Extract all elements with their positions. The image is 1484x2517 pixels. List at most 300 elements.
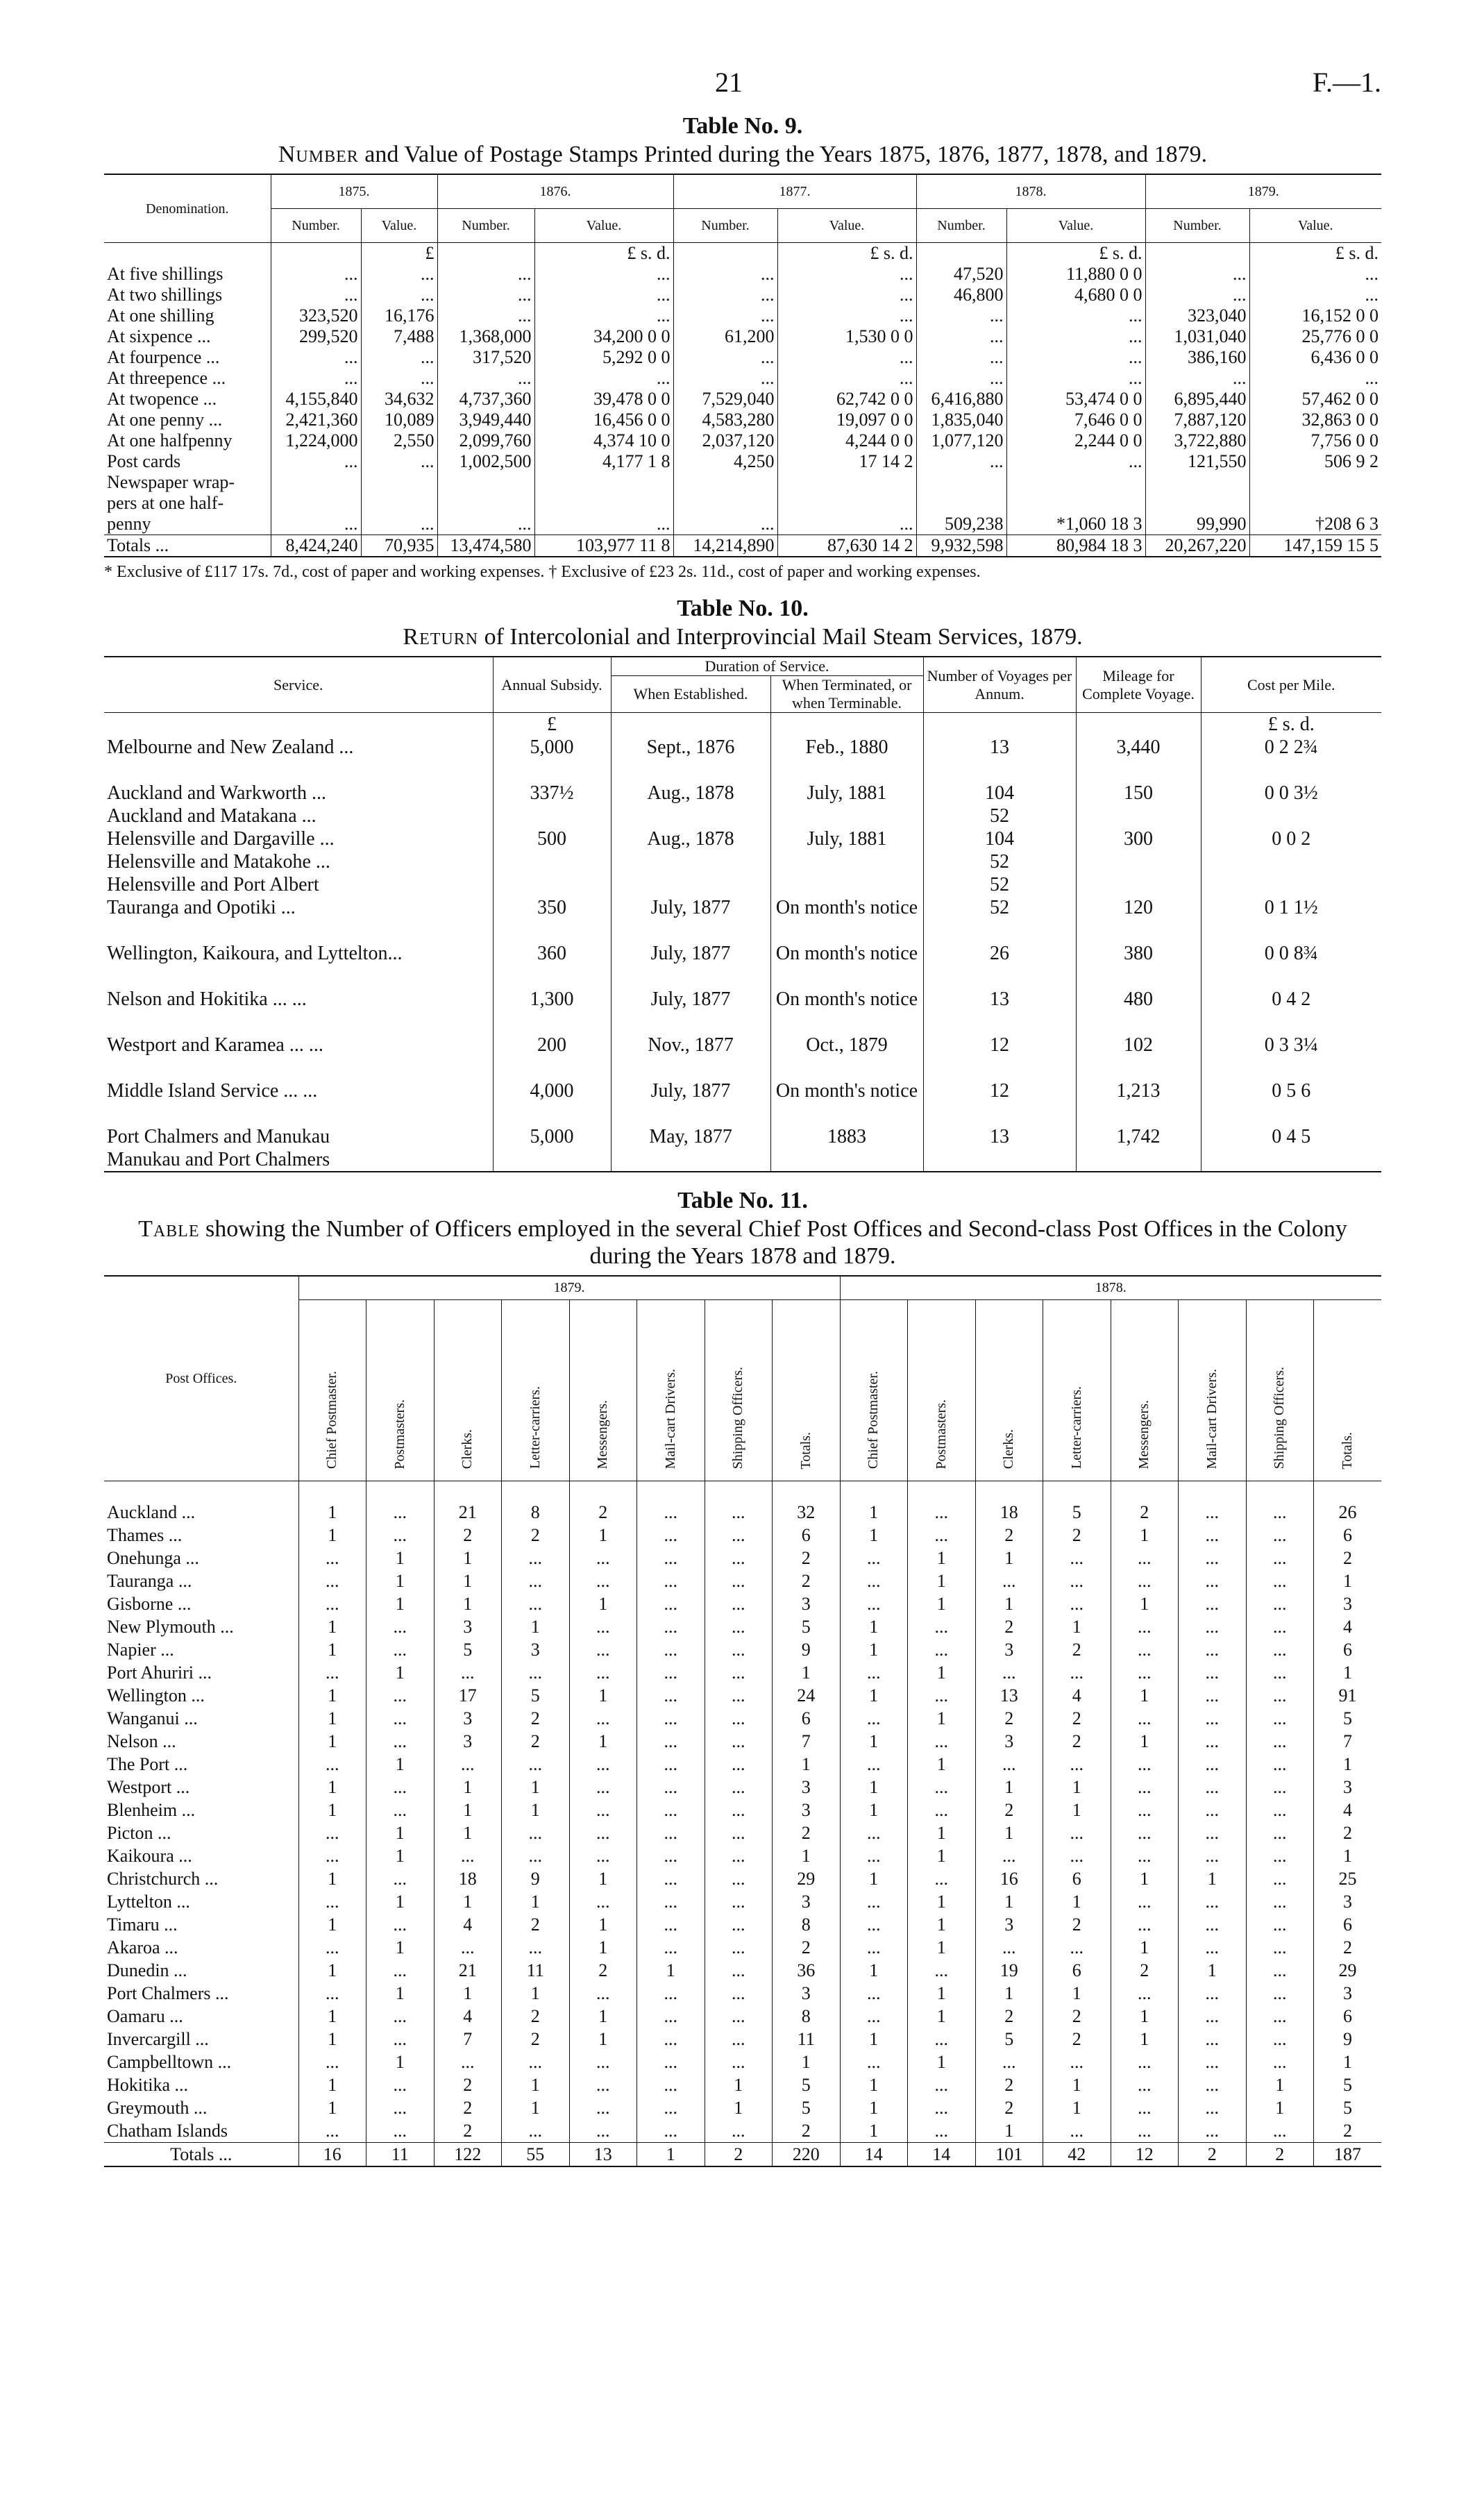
table-cell: ... <box>637 1592 705 1615</box>
table-cell: 36 <box>773 1959 841 1982</box>
table-cell: ... <box>1179 2073 1247 2096</box>
table-row <box>104 305 1381 326</box>
table9-subtitle: Number and Value of Postage Stamps Printed during the Years 1875, 1876, 1877, 1878, and 1879. <box>278 142 1208 167</box>
table-cell: ... <box>840 1753 908 1776</box>
table-cell: 1 <box>434 1982 502 2005</box>
unit-cell: £ s. d. <box>1249 243 1381 264</box>
table-cell: 9 <box>502 1867 570 1890</box>
table-cell: ... <box>705 2119 773 2143</box>
table-cell: ... <box>705 1799 773 1821</box>
table-cell: ... <box>434 1936 502 1959</box>
table-row <box>104 782 1381 827</box>
table-cell: ... <box>908 1730 976 1753</box>
table-cell: ... <box>777 368 916 389</box>
table-cell: ... <box>1145 264 1249 285</box>
table-cell: 1 <box>1111 1524 1179 1547</box>
table-cell: ... <box>437 305 534 326</box>
table-cell <box>1145 472 1249 493</box>
table-cell: ... <box>1249 368 1381 389</box>
table-cell: ... <box>1246 1501 1314 1524</box>
total-cell: 2 <box>705 2143 773 2167</box>
table-cell: 2 <box>502 1913 570 1936</box>
table-cell: 1 <box>434 1821 502 1844</box>
table-cell: 16,152 0 0 <box>1249 305 1381 326</box>
table9 <box>104 174 1381 557</box>
spacer-cell <box>1179 1481 1247 1501</box>
table-cell: 2 <box>975 1524 1043 1547</box>
table-cell: ... <box>1179 1707 1247 1730</box>
service-cell: Middle Island Service ... ... <box>107 1080 318 1102</box>
table-cell: 1 <box>569 1524 637 1547</box>
table-cell: ... <box>908 2119 976 2143</box>
table-cell: 5 <box>773 2096 841 2119</box>
table-cell: 1 <box>773 2051 841 2073</box>
voyages-cell: 52 <box>923 896 1076 942</box>
table-cell: ... <box>1111 1707 1179 1730</box>
table-cell: 1 <box>298 1501 366 1524</box>
table-row <box>104 1661 1381 1684</box>
table-cell: ... <box>840 1547 908 1569</box>
table-cell: 3 <box>975 1638 1043 1661</box>
table-cell: ... <box>1043 2119 1111 2143</box>
table-cell: ... <box>1246 2051 1314 2073</box>
table-cell <box>916 493 1006 514</box>
table-row <box>104 1079 1381 1125</box>
table-cell: 1 <box>298 1867 366 1890</box>
table-cell: ... <box>1179 2119 1247 2143</box>
table-cell: 11 <box>502 1959 570 1982</box>
unit-cell <box>916 243 1006 264</box>
table-cell <box>437 493 534 514</box>
table-cell: ... <box>705 1684 773 1707</box>
table-cell: 2,244 0 0 <box>1006 430 1145 451</box>
cost-cell: 0 0 2 <box>1201 827 1381 896</box>
terminated-cell: On month's notice <box>770 1079 923 1125</box>
table-cell: ... <box>1179 1547 1247 1569</box>
post-office-name: Gisborne ... <box>107 1594 192 1615</box>
spacer-cell <box>502 1481 570 1501</box>
table-cell: 1 <box>908 1890 976 1913</box>
cost-cell: 0 0 8¾ <box>1201 942 1381 988</box>
table-cell: 1 <box>298 2096 366 2119</box>
table-cell: 6 <box>1314 1913 1382 1936</box>
table-cell: 1 <box>1314 2051 1382 2073</box>
table-cell: ... <box>705 1524 773 1547</box>
table-cell: ... <box>1006 326 1145 347</box>
established-cell: May, 1877 <box>611 1125 770 1172</box>
table-cell: 6,436 0 0 <box>1249 347 1381 368</box>
table-cell: 1 <box>908 1569 976 1592</box>
table-cell: 5,292 0 0 <box>534 347 673 368</box>
table-row <box>104 2005 1381 2028</box>
year-header: 1879. <box>298 1276 840 1300</box>
table-cell: 11,880 0 0 <box>1006 264 1145 285</box>
table-cell: 61,200 <box>673 326 777 347</box>
table-cell: ... <box>569 1821 637 1844</box>
mileage-cell: 480 <box>1076 988 1201 1034</box>
table-cell: 1 <box>637 1959 705 1982</box>
table-cell: ... <box>705 1753 773 1776</box>
post-office-name: Port Chalmers ... <box>107 1983 229 2004</box>
table-cell: 1 <box>298 1707 366 1730</box>
table-cell: 2 <box>434 2073 502 2096</box>
spacer-cell <box>908 1481 976 1501</box>
column-header: Shipping Officers. <box>705 1300 773 1481</box>
table-row <box>104 285 1381 305</box>
table-row <box>104 1707 1381 1730</box>
row-label: At fourpence ... <box>107 347 220 368</box>
table-cell: 2,421,360 <box>271 410 361 430</box>
table-cell: ... <box>502 1753 570 1776</box>
table-cell: ... <box>569 1615 637 1638</box>
total-cell: 103,977 11 8 <box>534 535 673 557</box>
established-cell: July, 1877 <box>611 988 770 1034</box>
table-cell: ... <box>437 264 534 285</box>
table-cell: ... <box>502 1844 570 1867</box>
total-cell: 122 <box>434 2143 502 2167</box>
table-cell: ... <box>705 1730 773 1753</box>
table-cell: 1 <box>1246 2073 1314 2096</box>
table-cell: 16,456 0 0 <box>534 410 673 430</box>
table-cell: ... <box>1179 1913 1247 1936</box>
table-cell: 509,238 <box>916 514 1006 535</box>
table-cell: ... <box>637 1890 705 1913</box>
table-cell: 4 <box>1314 1799 1382 1821</box>
post-office-name: Oamaru ... <box>107 2006 183 2027</box>
table-cell: 1 <box>840 1501 908 1524</box>
total-cell: 8,424,240 <box>271 535 361 557</box>
table-cell: ... <box>908 2096 976 2119</box>
table-cell: 1 <box>366 1569 435 1592</box>
number-header: Number. <box>437 209 534 243</box>
table-cell: ... <box>1111 1821 1179 1844</box>
post-office-name: Picton ... <box>107 1823 171 1844</box>
table-cell: 3 <box>773 1890 841 1913</box>
number-header: Number. <box>916 209 1006 243</box>
service-cell: Wellington, Kaikoura, and Lyttelton... <box>107 943 403 965</box>
table-cell: 7,488 <box>361 326 437 347</box>
table-cell: ... <box>271 451 361 472</box>
table-cell: 1 <box>569 1592 637 1615</box>
table-cell: 1 <box>569 1867 637 1890</box>
table-cell: ... <box>916 305 1006 326</box>
total-cell: 20,267,220 <box>1145 535 1249 557</box>
table-cell <box>361 493 437 514</box>
table-cell: 1 <box>1179 1959 1247 1982</box>
table-cell: 7,646 0 0 <box>1006 410 1145 430</box>
table-cell: 18 <box>434 1867 502 1890</box>
table-cell: 1 <box>840 1959 908 1982</box>
unit-cell <box>923 713 1076 736</box>
table-row <box>104 2073 1381 2096</box>
table-cell: ... <box>502 1592 570 1615</box>
table-cell: 1 <box>1314 1844 1382 1867</box>
subsidy-cell: 350 <box>493 896 611 942</box>
table-cell: 3 <box>434 1730 502 1753</box>
unit-cell <box>104 243 271 264</box>
mileage-header: Mileage for Complete Voyage. <box>1076 657 1201 713</box>
table-cell: ... <box>840 1707 908 1730</box>
cost-cell: 0 4 5 <box>1201 1125 1381 1172</box>
table-cell <box>1006 472 1145 493</box>
row-label: Post cards <box>107 451 181 472</box>
table-cell: ... <box>1246 1959 1314 1982</box>
table-cell: ... <box>1246 1913 1314 1936</box>
table-cell: 1,077,120 <box>916 430 1006 451</box>
spacer-cell <box>1246 1481 1314 1501</box>
table-cell: 1 <box>569 1936 637 1959</box>
table-cell: 1 <box>1043 1615 1111 1638</box>
table-cell: ... <box>705 1913 773 1936</box>
table-cell: ... <box>298 1547 366 1569</box>
table-cell: ... <box>1179 1615 1247 1638</box>
table-cell: 1 <box>975 1547 1043 1569</box>
table-cell: ... <box>916 347 1006 368</box>
table-cell: 1 <box>908 2005 976 2028</box>
table-cell: 17 <box>434 1684 502 1707</box>
table-cell: ... <box>637 1707 705 1730</box>
table-cell: ... <box>366 2073 435 2096</box>
row-label: At sixpence ... <box>107 326 211 347</box>
table-cell: ... <box>569 1982 637 2005</box>
table-cell: ... <box>366 2096 435 2119</box>
table-cell: ... <box>1111 1913 1179 1936</box>
cost-cell: 0 3 3¼ <box>1201 1034 1381 1079</box>
total-cell: 220 <box>773 2143 841 2167</box>
total-cell: 42 <box>1043 2143 1111 2167</box>
post-office-name: Hokitika ... <box>107 2075 188 2096</box>
table-row <box>104 1730 1381 1753</box>
table-cell: ... <box>1043 1753 1111 1776</box>
table-cell: 1,224,000 <box>271 430 361 451</box>
cost-cell: 0 5 6 <box>1201 1079 1381 1125</box>
table-cell: 1 <box>502 2096 570 2119</box>
post-office-name: Wanganui ... <box>107 1708 198 1729</box>
table-cell: 4,737,360 <box>437 389 534 410</box>
table-cell: ... <box>637 1799 705 1821</box>
table-cell: ... <box>975 1844 1043 1867</box>
table-cell: ... <box>1043 1569 1111 1592</box>
post-office-name: Christchurch ... <box>107 1869 219 1889</box>
table-cell: 1 <box>1043 2073 1111 2096</box>
table-cell: ... <box>637 1730 705 1753</box>
table-cell: 1 <box>840 1638 908 1661</box>
column-header: Chief Postmaster. <box>298 1300 366 1481</box>
year-header: 1879. <box>1145 174 1381 209</box>
table-cell: ... <box>705 1592 773 1615</box>
table-cell: ... <box>637 1547 705 1569</box>
table-cell: 1 <box>840 1684 908 1707</box>
table-cell: 2 <box>1314 1821 1382 1844</box>
table-cell: ... <box>840 1821 908 1844</box>
table-cell: 91 <box>1314 1684 1382 1707</box>
subsidy-cell: 4,000 <box>493 1079 611 1125</box>
table-cell: 34,200 0 0 <box>534 326 673 347</box>
value-header: Value. <box>1249 209 1381 243</box>
table-row <box>104 988 1381 1034</box>
table-cell: 1 <box>1111 1936 1179 1959</box>
totals-row <box>104 2143 1381 2167</box>
table-cell: 317,520 <box>437 347 534 368</box>
spacer-cell <box>434 1481 502 1501</box>
table-cell: 7 <box>1314 1730 1382 1753</box>
table-cell: 1 <box>298 1638 366 1661</box>
table-cell: 1 <box>1314 1661 1382 1684</box>
table-cell: 29 <box>773 1867 841 1890</box>
total-cell: 70,935 <box>361 535 437 557</box>
table-cell: 6 <box>773 1524 841 1547</box>
table-cell: ... <box>1246 1982 1314 2005</box>
table-cell: 1 <box>1111 1867 1179 1890</box>
post-office-name: The Port ... <box>107 1754 188 1775</box>
table-cell: 19,097 0 0 <box>777 410 916 430</box>
table-cell: 9 <box>1314 2028 1382 2051</box>
table-cell: ... <box>673 305 777 326</box>
terminated-cell: 1883 <box>770 1125 923 1172</box>
table-cell: ... <box>1246 1821 1314 1844</box>
table-cell <box>1145 493 1249 514</box>
table-cell <box>271 493 361 514</box>
table-cell: 1 <box>298 1615 366 1638</box>
table-cell: ... <box>908 1684 976 1707</box>
table-cell: ... <box>366 1776 435 1799</box>
table-row <box>104 410 1381 430</box>
table-cell: 1 <box>705 2096 773 2119</box>
table-cell: 16 <box>975 1867 1043 1890</box>
mileage-cell: 380 <box>1076 942 1201 988</box>
table-cell: ... <box>366 1707 435 1730</box>
table-cell: ... <box>840 1592 908 1615</box>
table-cell: 3 <box>773 1799 841 1821</box>
table-cell: ... <box>1179 1982 1247 2005</box>
table-cell: 1 <box>434 1547 502 1569</box>
table-cell: 3 <box>773 1982 841 2005</box>
table-cell: ... <box>840 1982 908 2005</box>
table-cell: ... <box>437 514 534 535</box>
table-cell: ... <box>673 264 777 285</box>
table-cell: ... <box>1179 1592 1247 1615</box>
table-cell: 2 <box>434 2096 502 2119</box>
table-row <box>104 264 1381 285</box>
table-cell: 46,800 <box>916 285 1006 305</box>
table-cell: 2 <box>569 1501 637 1524</box>
total-cell: 13,474,580 <box>437 535 534 557</box>
table-cell: ... <box>777 347 916 368</box>
page-number: 21 <box>715 67 743 98</box>
table-row <box>104 1547 1381 1569</box>
table-cell: 2 <box>434 2119 502 2143</box>
table-cell: 29 <box>1314 1959 1382 1982</box>
table-cell: 3 <box>1314 1982 1382 2005</box>
table-cell: ... <box>637 2119 705 2143</box>
table-cell: ... <box>673 368 777 389</box>
table-cell: ... <box>916 451 1006 472</box>
table-cell: ... <box>366 2005 435 2028</box>
table-row <box>104 1821 1381 1844</box>
table-cell: 1 <box>298 1959 366 1982</box>
table-cell: ... <box>366 1799 435 1821</box>
table-cell: 1 <box>908 2051 976 2073</box>
total-cell: 16 <box>298 2143 366 2167</box>
table-cell <box>361 472 437 493</box>
post-office-name: Thames ... <box>107 1525 183 1546</box>
voyages-cell: 104 52 <box>923 782 1076 827</box>
unit-cell <box>437 243 534 264</box>
table-cell: ... <box>1246 1592 1314 1615</box>
table-row <box>104 1615 1381 1638</box>
unit-row <box>104 243 1381 264</box>
table-cell: ... <box>569 1569 637 1592</box>
row-label: At five shillings <box>107 264 224 285</box>
terminated-header: When Terminated, or when Terminable. <box>770 676 923 713</box>
table-cell: ... <box>1179 2005 1247 2028</box>
table-cell: ... <box>1111 1569 1179 1592</box>
table-cell: 24 <box>773 1684 841 1707</box>
table-cell: ... <box>1006 347 1145 368</box>
table-cell: 6 <box>773 1707 841 1730</box>
table-cell: 1 <box>366 1844 435 1867</box>
established-cell: July, 1877 <box>611 942 770 988</box>
table-cell: ... <box>705 1547 773 1569</box>
unit-cell <box>271 243 361 264</box>
table-cell: 1 <box>502 1776 570 1799</box>
row-label: At threepence ... <box>107 368 226 389</box>
table9-footnote: * Exclusive of £117 17s. 7d., cost of paper and working expenses. † Exclusive of £23 2s. 11d., cost of paper and working expenses. <box>104 563 981 582</box>
post-office-name: Nelson ... <box>107 1731 176 1752</box>
spacer-cell <box>569 1481 637 1501</box>
table-cell: 1 <box>705 2073 773 2096</box>
page-header <box>104 66 1381 108</box>
table-cell: 2 <box>773 1821 841 1844</box>
cost-cell: 0 1 1½ <box>1201 896 1381 942</box>
table-cell: ... <box>637 1638 705 1661</box>
table-cell: ... <box>569 1844 637 1867</box>
unit-cell: £ <box>361 243 437 264</box>
table-cell: 1,530 0 0 <box>777 326 916 347</box>
table-cell: 2 <box>1314 2119 1382 2143</box>
table-cell: 32 <box>773 1501 841 1524</box>
table-cell: ... <box>569 1547 637 1569</box>
service-cell: Nelson and Hokitika ... ... <box>107 988 307 1011</box>
table-row <box>104 736 1381 782</box>
table-cell: ... <box>705 1844 773 1867</box>
mileage-cell: 1,742 <box>1076 1125 1201 1172</box>
table-cell: 2 <box>975 2096 1043 2119</box>
table-cell: 1 <box>975 1982 1043 2005</box>
column-header: Messengers. <box>569 1300 637 1481</box>
table9-title: Table No. 9. <box>682 113 803 139</box>
voyages-header: Number of Voyages per Annum. <box>923 657 1076 713</box>
table-cell: 11 <box>773 2028 841 2051</box>
table-cell: 2 <box>1111 1959 1179 1982</box>
table-cell: ... <box>1246 1569 1314 1592</box>
table-cell: 1 <box>1246 2096 1314 2119</box>
table11 <box>104 1275 1381 2167</box>
total-cell: 11 <box>366 2143 435 2167</box>
table-cell: 7 <box>434 2028 502 2051</box>
column-header: Postmasters. <box>366 1300 435 1481</box>
table-cell: ... <box>1043 1592 1111 1615</box>
table-cell: ... <box>1043 2051 1111 2073</box>
table-cell: 2 <box>975 2073 1043 2096</box>
table-cell: ... <box>840 1569 908 1592</box>
table-cell: ... <box>534 368 673 389</box>
table-cell: 2 <box>434 1524 502 1547</box>
table-cell: ... <box>1111 1844 1179 1867</box>
table-cell: ... <box>1111 1638 1179 1661</box>
post-office-name: Blenheim ... <box>107 1800 196 1821</box>
table-cell: 1 <box>434 1799 502 1821</box>
